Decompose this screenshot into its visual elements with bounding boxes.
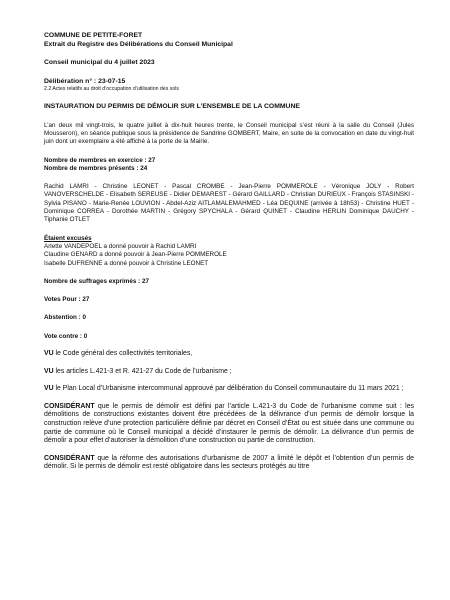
intro-paragraph: L’an deux mil vingt-trois, le quatre juillet à dix-huit heures trente, le Conseil municipal s’est réuni à la salle du Conseil (Jules Mousseron), en séance publique sous la présidence de Sandrine GOMBERT, Maire, en suite de la convocation en date du vingt-huit juin dont un exemplaire a été affiché à la porte de la Mairie. [44, 121, 414, 146]
considerant-text: que le permis de démolir est défini par l’article L.421-3 du Code de l’urbanisme comme suit : les démolitions de constructions existantes doivent être précédées de la délivrance d’un permis de démolir lorsque la construction relève d’une protection particulière définie par décret en Conseil d’État ou est située dans une commune ou partie de commune où le Conseil municipal a décidé d’instaurer le permis de démolir. La délivrance d’un permis de démolir a pour effet d’autoriser la démolition d’une construction ou partie de construction. [44, 402, 414, 445]
considerant-text: que la réforme des autorisations d’urbanisme de 2007 a limité le dépôt et l’obtention d’un permis de démolir. Si le permis de démolir est resté obligatoire dans les secteurs protégés au titre [44, 454, 414, 471]
considerant-paragraph [44, 455, 414, 472]
vu-keyword: VU [44, 367, 54, 375]
vu-text: le Code général des collectivités territoriales, [53, 350, 193, 358]
commune-name: COMMUNE DE PETITE-FORET [44, 32, 143, 39]
votes-pour: Votes Pour : 27 [44, 296, 90, 304]
deliberation-title: INSTAURATION DU PERMIS DE DÉMOLIR SUR L’ENSEMBLE DE LA COMMUNE [44, 103, 300, 111]
vu-keyword: VU [44, 350, 54, 358]
votes-abstention: Abstention : 0 [44, 314, 86, 322]
considerant-paragraph [44, 403, 414, 446]
considerant-keyword: CONSIDÉRANT [44, 454, 95, 462]
members-presents: Nombre de membres présents : 24 [44, 164, 148, 172]
vu-text: les articles L.421-3 et R. 421-27 du Code de l’urbanisme ; [53, 367, 232, 375]
excused-item: Claudine GENARD a donné pouvoir à Jean-Pierre POMMEROLE [44, 251, 227, 259]
registre-extrait: Extrait du Registre des Délibérations du Conseil Municipal [44, 40, 233, 48]
vu-text: le Plan Local d’Urbanisme intercommunal approuvé par délibération du Conseil communautaire du 11 mars 2021 ; [53, 385, 404, 393]
vu-paragraph [44, 350, 414, 359]
considerant-keyword: CONSIDÉRANT [44, 402, 95, 410]
vu-keyword: VU [44, 385, 54, 393]
vu-paragraph [44, 368, 414, 377]
excused-item: Arlette VANDEPOEL a donné pouvoir à Rachid LAMRI [44, 242, 197, 250]
meeting-title: Conseil municipal du 4 juillet 2023 [44, 59, 155, 67]
present-members-list: Rachid LAMRI - Christine LEONET - Pascal CROMBE - Jean-Pierre POMMEROLE - Véronique JOLY - Robert VANOVERSCHELDE - Elisabeth SEREUSE - Didier DEMAREST - Gérard GAILLARD - Christian DURIEUX - François STASINSKI - Sylvia PISANO - Marie-Renée LOUVION - Abdel-Aziz AITLAMALEMAHMED - Léa DEQUINE (arrivée à 18h53) - Christine HUET - Dominique CORREA - Dorothée MARTIN - Grégory SPYCHALA - Gérard QUINET - Claudine HERLIN Dominique DAUCHY - Tiphanie OTLET [44, 183, 414, 224]
vu-paragraph [44, 385, 414, 394]
votes-contre: Vote contre : 0 [44, 332, 88, 340]
deliberation-subject-code: 2.2 Actes relatifs au droit d’occupation d’utilisation des sols [44, 86, 179, 93]
excused-heading: Étaient excusés [44, 234, 92, 242]
deliberation-number: Délibération n° : 23-07-15 [44, 77, 126, 85]
suffrages-exprimes: Nombre de suffrages exprimés : 27 [44, 277, 149, 285]
members-exercice: Nombre de membres en exercice : 27 [44, 156, 156, 164]
excused-item: Isabelle DUFRENNE a donné pouvoir à Christine LEONET [44, 259, 209, 267]
